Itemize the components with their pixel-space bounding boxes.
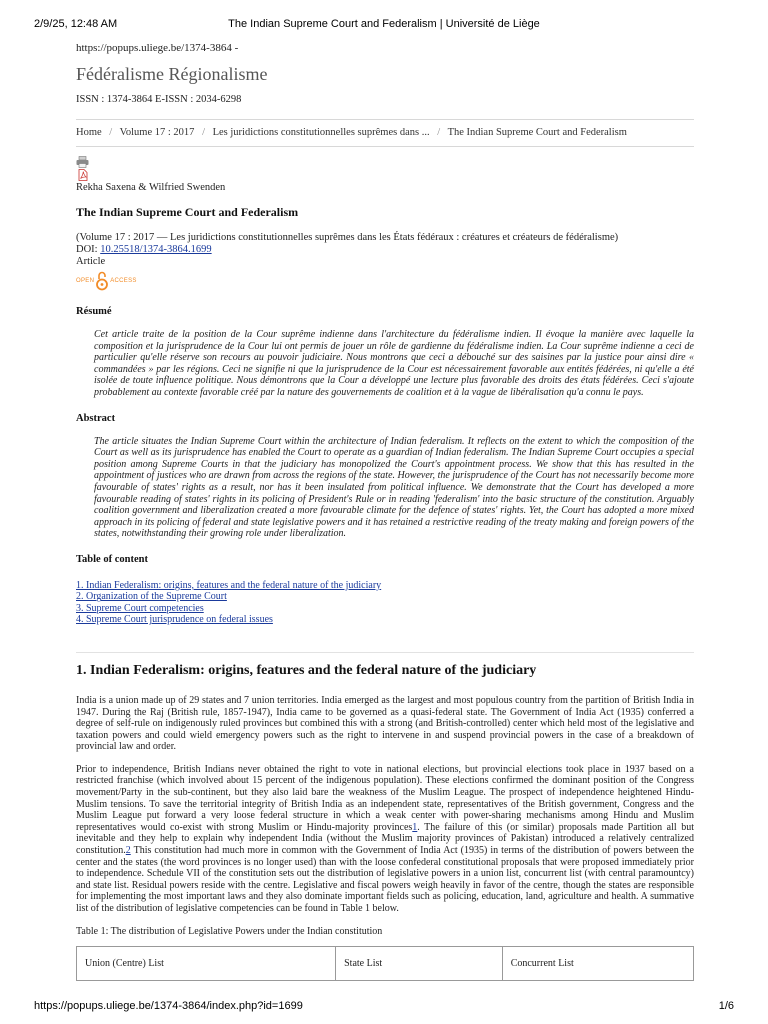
paragraph-text: Prior to independence, British Indians never obtained the right to vote in national elections, but provincial elections took place in 1937 based on a restricted franchise (which involved about 15 percent of the indigenous population). These elections confirmed the dominant position of the Congress movement/Party in the sub-continent, but they also laid bare the weakness of the Muslim League. The prospect of independence heightened Hindu-Muslim tensions. To save the territorial integrity of British India as an independent state, representatives of the British government, Congress and the Muslim League put forward a very loose federal structure in which a weak center with power-sharing mechanisms among Hindu and Muslim representatives would co-exist with strong Muslim or Hindu-majority provinces — [76, 763, 694, 833]
open-access-badge — [76, 270, 694, 292]
paragraph-text: This constitution had much more in common with the Government of India Act (1935) in terms of the distribution of powers between the center and the states (the word provinces is no longer used) than with the loose confederal constitutional proposals that were proposed immediately prior to independence. Schedule VII of the constitution sets out the distribution of legislative powers in a union list, concurrent list (with central paramountcy) and state list. Residual powers reside with the centre. Legislative and fiscal powers weigh heavily in favor of the centre, though the states are responsible for implementing the most important laws and they also dominate important fields such as policing, education, land, agriculture and health. A summative list of the distribution of legislative competencies can be found in Table 1 below. — [76, 845, 694, 914]
toc-list — [76, 580, 694, 626]
print-date: 2/9/25, 12:48 AM — [34, 18, 118, 30]
toc-link-1[interactable]: 1. Indian Federalism: origins, features and the federal nature of the judiciary — [76, 579, 382, 591]
issn-line: ISSN : 1374-3864 E-ISSN : 2034-6298 — [76, 94, 242, 105]
abstract-heading: Abstract — [76, 412, 116, 424]
footnote-link-2[interactable]: 2 — [125, 845, 131, 857]
toc-link-2[interactable]: 2. Organization of the Supreme Court — [76, 591, 227, 603]
table-header-concurrent-list: Concurrent List — [502, 946, 693, 980]
toc-item — [76, 580, 694, 592]
legislative-powers-table — [76, 946, 694, 981]
section-1-paragraph-1: India is a union made up of 29 states and 7 union territories. India emerged as the largest and most populous country from the partition of British India in 1947. During the Raj (British rule, 1857-1947), India came to be governed as a quasi-federal state. The Government of India Act (1935) conferred a degree of self-rule on indigenously ruled provinces but combined this with a strong (and British-controlled) center which held most of the legislative and taxation powers and could wield emergency powers such as the right to intervene in and suspend provincial powers in the case of a breakdown of provincial law and order. — [76, 694, 694, 753]
printer-icon[interactable] — [76, 155, 89, 167]
toc-link-4[interactable]: 4. Supreme Court jurisprudence on federal issues — [76, 614, 273, 626]
print-page-number: 1/6 — [718, 1000, 734, 1012]
toc-item — [76, 591, 694, 603]
open-access-lock-icon — [96, 271, 108, 291]
doi-label: DOI: — [76, 244, 101, 255]
table-header-union-list: Union (Centre) List — [77, 946, 336, 980]
article-page — [76, 42, 694, 981]
breadcrumb-home[interactable]: Home — [76, 127, 102, 138]
site-url[interactable]: https://popups.uliege.be/1374-3864 - — [76, 42, 239, 54]
toc-item — [76, 614, 694, 626]
breadcrumb — [76, 119, 694, 147]
article-title: The Indian Supreme Court and Federalism — [76, 205, 299, 219]
print-page-title: The Indian Supreme Court and Federalism | Université de Liège — [228, 18, 540, 30]
table-caption: Table 1: The distribution of Legislative Powers under the Indian constitution — [76, 925, 383, 937]
breadcrumb-separator: / — [109, 127, 113, 138]
volume-line: (Volume 17 : 2017 — Les juridictions constitutionnelles suprêmes dans les États fédéraux : créatures et créateurs de fédéralisme) — [76, 232, 619, 243]
resume-text: Cet article traite de la position de la Cour suprême indienne dans l'architecture du fédéralisme indien. Il évoque la manière avec laquelle la composition et la jurisprudence de la Cour lui ont permis de jouer un rôle de gardienne du fédéralisme indien. La Cour suprême indienne a ceci de particulier qu'elle réserve son recours au pouvoir judiciaire. Nous montrons que ceci a débouché sur des saisines par la justice pour ainsi dire « commandées » par les régions. Ceci ne signifie ni que la jurisprudence de la Cour est nécessairement favorable aux entités fédérées, ni qu'elle a été isolée de toute influence politique. Nous démontrons que la Cour a développé une lecture plus favorable des droits des états fédérées. Ceci s'ajoute probablement au contexte favorable créé par la nature des gouvernements de coalition et à la vague de libéralisation qu'a connu le pays. — [94, 329, 694, 398]
section-1-heading: 1. Indian Federalism: origins, features and the federal nature of the judiciary — [76, 652, 694, 679]
breadcrumb-issue[interactable]: Les juridictions constitutionnelles suprêmes dans ... — [212, 127, 430, 138]
article-tools — [76, 155, 694, 180]
footnote-link-1[interactable]: 1 — [412, 821, 418, 833]
breadcrumb-separator: / — [202, 127, 205, 138]
breadcrumb-separator: / — [437, 127, 441, 138]
print-url: https://popups.uliege.be/1374-3864/index.php?id=1699 — [34, 1000, 303, 1012]
doi-line — [76, 244, 694, 256]
table-header-row — [77, 946, 694, 980]
article-authors[interactable]: Rekha Saxena & Wilfried Swenden — [76, 182, 226, 193]
toc-item — [76, 603, 694, 615]
resume-heading: Résumé — [76, 306, 112, 317]
doi-link[interactable]: 10.25518/1374-3864.1699 — [100, 244, 212, 255]
journal-title[interactable]: Fédéralisme Régionalisme — [76, 64, 268, 84]
table-header-state-list: State List — [336, 946, 503, 980]
print-footer — [34, 1000, 734, 1014]
breadcrumb-current: The Indian Supreme Court and Federalism — [447, 127, 627, 138]
breadcrumb-volume[interactable]: Volume 17 : 2017 — [119, 127, 195, 138]
open-access-left-text: OPEN — [76, 278, 95, 284]
toc-link-3[interactable]: 3. Supreme Court competencies — [76, 602, 204, 614]
abstract-text: The article situates the Indian Supreme Court within the architecture of Indian federalism. It reflects on the extent to which the composition of the Court as well as its jurisprudence has enabled the Court to operate as a guardian of Indian federalism. The Indian Supreme Court occupies a special position among Supreme Courts in that the judiciary has monopolized the Court's appointment process. We show that this has resulted in the appointment of justices who are drawn from across the regions of the state. However, the jurisprudence of the Court has not necessarily become more favourable of states' rights as a result, nor has it been insulated from political influence. We demonstrate that the Court has developed a more favourable reading of states' rights in its policing of President's Rule or in reading 'federalism' into the basic structure of the constitution. Arguably coalition government and liberalization created a more favourable climate for the defence of states' rights. Yet, the Court has adopted a more mixed approach in its policing of federal and state legislative powers and it has retained a restrictive reading of the treaty making and foreign powers of the states, notwithstanding their growing role under liberalization. — [94, 435, 694, 540]
toc-heading: Table of content — [76, 553, 148, 565]
pdf-icon[interactable] — [76, 168, 89, 180]
open-access-right-text: ACCESS — [110, 278, 137, 284]
print-header — [34, 18, 734, 32]
section-1-paragraph-2 — [76, 764, 694, 915]
article-type: Article — [76, 256, 106, 267]
paragraph-text: . The failure of this (or similar) proposals made Partition all but inevitable and they help to explain why independent India (without the Muslim majority provinces of Pakistan) introduced a relatively centralized constitution. — [76, 821, 694, 857]
